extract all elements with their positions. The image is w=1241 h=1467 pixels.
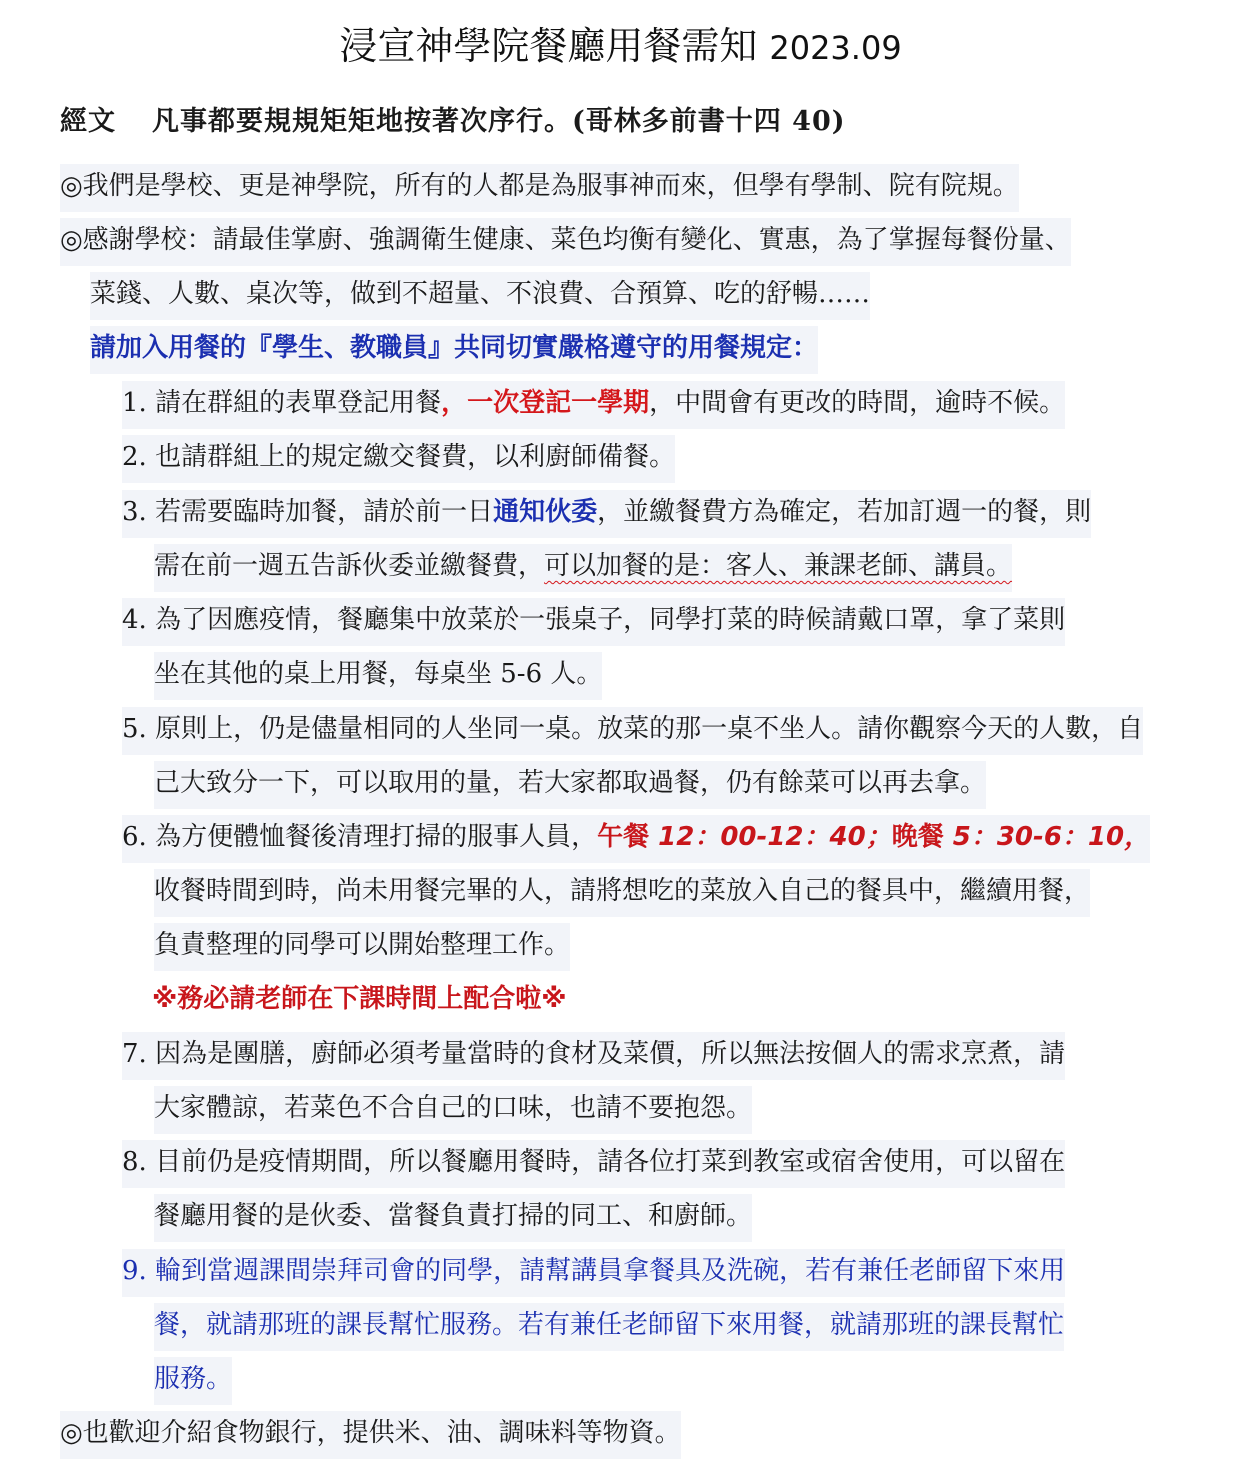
rule-number: 5. <box>122 714 147 744</box>
rule-6 <box>122 815 1150 863</box>
rule-3-text-a: 若需要臨時加餐，請於前一日 <box>155 497 494 527</box>
rule-2 <box>122 435 675 483</box>
rule-8-cont: 餐廳用餐的是伙委、當餐負責打掃的同工、和廚師。 <box>154 1194 752 1242</box>
scripture-text: 凡事都要規規矩矩地按著次序行。(哥林多前書十四 40) <box>152 106 846 137</box>
intro-line-1: ◎我們是學校、更是神學院，所有的人都是為服事神而來，但學有學制、院有院規。 <box>60 164 1019 212</box>
lunch-time: 12：00-12：40； <box>649 822 892 852</box>
rule-3-cont <box>154 544 1012 592</box>
rule-7-cont: 大家體諒，若菜色不合自己的口味，也請不要抱怨。 <box>154 1086 752 1134</box>
rule-1-highlight: ，一次登記一學期 <box>441 388 650 418</box>
rule-6-text-a: 為方便體恤餐後清理打掃的服事人員， <box>155 822 598 852</box>
rule-1 <box>122 381 1065 429</box>
title-date: 2023.09 <box>769 29 902 67</box>
rule-6-cont-2: 負責整理的同學可以開始整理工作。 <box>154 923 570 971</box>
intro-line-3: 菜錢、人數、桌次等，做到不超量、不浪費、合預算、吃的舒暢…… <box>90 272 870 320</box>
page-title <box>0 18 1241 76</box>
rule-3 <box>122 490 1091 538</box>
lunch-label: 午餐 <box>597 822 650 852</box>
rule-number: 2. <box>122 442 147 472</box>
rule-number: 7. <box>122 1039 147 1069</box>
rule-6-cont-1: 收餐時間到時，尚未用餐完畢的人，請將想吃的菜放入自己的餐具中，繼續用餐， <box>154 869 1090 917</box>
scripture-line <box>60 100 846 144</box>
rule-7 <box>122 1032 1065 1080</box>
rule-number: 8. <box>122 1147 147 1177</box>
rule-3-text-c: ，並繳餐費方為確定，若加訂週一的餐，則 <box>597 497 1092 527</box>
rule-5-cont: 己大致分一下，可以取用的量，若大家都取過餐，仍有餘菜可以再去拿。 <box>154 761 986 809</box>
rule-7-text-a: 因為是團膳，廚師必須考量當時的食材及菜價，所以無法按個人的需求烹煮，請 <box>155 1039 1066 1069</box>
teacher-cooperation-notice: ※務必請老師在下課時間上配合啦※ <box>152 984 567 1014</box>
rule-5-text-a: 原則上，仍是儘量相同的人坐同一桌。放菜的那一桌不坐人。請你觀察今天的人數，自 <box>155 714 1144 744</box>
rule-4 <box>122 598 1065 646</box>
rule-8 <box>122 1140 1065 1188</box>
rule-9 <box>122 1249 1065 1297</box>
closing-line: ◎也歡迎介紹食物銀行，提供米、油、調味料等物資。 <box>60 1411 681 1459</box>
dinner-label: 晚餐 <box>891 822 944 852</box>
rule-4-cont: 坐在其他的桌上用餐，每桌坐 5-6 人。 <box>154 652 602 700</box>
rule-1-text-c: ，中間會有更改的時間，逾時不候。 <box>649 388 1066 418</box>
rule-3-text-d: 需在前一週五告訴伙委並繳餐費， <box>154 551 545 581</box>
rule-5 <box>122 707 1143 755</box>
rule-8-text-a: 目前仍是疫情期間，所以餐廳用餐時，請各位打菜到教室或宿舍使用，可以留在 <box>155 1147 1066 1177</box>
rule-3-notify: 通知伙委 <box>493 497 598 527</box>
rule-2-text: 也請群組上的規定繳交餐費，以利廚師備餐。 <box>155 442 676 472</box>
rule-3-who-can-add: 可以加餐的是：客人、兼課老師、講員。 <box>544 551 1013 581</box>
rule-4-text-a: 為了因應疫情，餐廳集中放菜於一張桌子，同學打菜的時候請戴口罩，拿了菜則 <box>155 605 1066 635</box>
rule-number: 1. <box>122 388 147 418</box>
rule-number: 3. <box>122 497 147 527</box>
rule-9-cont-2: 服務。 <box>154 1357 232 1405</box>
dinner-time: 5：30-6：10， <box>943 822 1151 852</box>
scripture-label: 經文 <box>60 106 116 137</box>
rule-9-cont-1: 餐，就請那班的課長幫忙服務。若有兼任老師留下來用餐，就請那班的課長幫忙 <box>154 1303 1064 1351</box>
rule-9-text-a: 輪到當週課間崇拜司會的同學，請幫講員拿餐具及洗碗，若有兼任老師留下來用 <box>155 1256 1066 1286</box>
rule-number: 6. <box>122 822 147 852</box>
rule-number: 9. <box>122 1256 147 1286</box>
rules-heading: 請加入用餐的『學生、教職員』共同切實嚴格遵守的用餐規定： <box>90 326 818 374</box>
title-main: 浸宣神學院餐廳用餐需知 <box>339 24 758 68</box>
intro-line-2: ◎感謝學校：請最佳掌廚、強調衛生健康、菜色均衡有變化、實惠，為了掌握每餐份量、 <box>60 218 1071 266</box>
rule-number: 4. <box>122 605 147 635</box>
rule-1-text-a: 請在群組的表單登記用餐 <box>155 388 442 418</box>
